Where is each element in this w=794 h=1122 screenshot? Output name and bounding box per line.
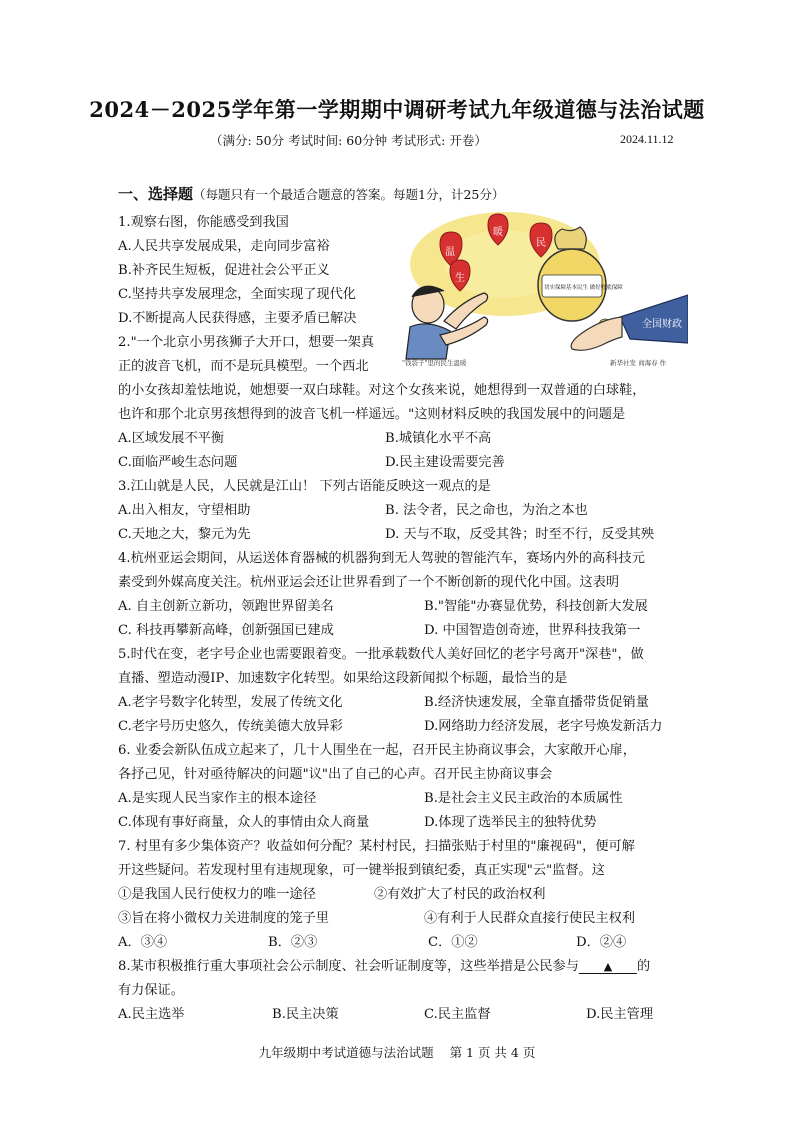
q1-option-a[interactable]: A.人民共享发展成果，走向同步富裕: [118, 239, 330, 254]
q8-stem-tail: 的: [636, 959, 651, 974]
q7-statement-2: ②有效扩大了村民的政治权利: [374, 887, 546, 902]
q6-stem-line: 各抒己见，针对亟待解决的问题"议"出了自己的心声。召开民主协商议事会: [118, 767, 553, 782]
q7-statement-1: ①是我国人民行使权力的唯一途径: [118, 887, 316, 902]
q2-stem-line: 的小女孩却羞怯地说，她想要一双白球鞋。对这个女孩来说，她想得到一双普通的白球鞋，: [118, 383, 646, 398]
q7-stem-line: 7. 村里有多少集体资产？收益如何分配？某村村民，扫描张贴于村里的"廉视码"，便可解: [118, 839, 635, 854]
q4-option-d[interactable]: D. 中国智造创奇迹，世界科技我第一: [424, 623, 641, 638]
q2-option-c[interactable]: C.面临严峻生态问题: [118, 455, 238, 470]
q5-option-b[interactable]: B.经济快速发展，全靠直播带货促销量: [424, 695, 649, 710]
q2-option-b[interactable]: B.城镇化水平不高: [385, 431, 492, 446]
q7-option-c[interactable]: C．①②: [428, 935, 478, 950]
bag-text: 切实保障基本民生 做好兜底保障: [544, 285, 623, 291]
q1-stem: 1.观察右图，你能感受到我国: [118, 215, 289, 230]
q4-option-a[interactable]: A. 自主创新立新功，领跑世界留美名: [118, 599, 334, 614]
q8-stem-text: 8.某市积极推行重大事项社会公示制度、社会听证制度等，这些举措是公民参与: [118, 959, 579, 974]
q6-option-b[interactable]: B.是社会主义民主政治的本质属性: [424, 791, 623, 806]
sleeve-text: 全国财政: [642, 319, 682, 330]
q3-stem: 3.江山就是人民，人民就是江山！ 下列古语能反映这一观点的是: [118, 479, 491, 494]
q8-option-a[interactable]: A.民主选举: [118, 1007, 185, 1022]
heart-text-2: 暖: [493, 227, 503, 238]
q3-option-b[interactable]: B. 法令者，民之命也，为治之本也: [385, 503, 588, 518]
q6-option-c[interactable]: C.体现有事好商量，众人的事情由众人商量: [118, 815, 370, 830]
q7-option-d[interactable]: D．②④: [576, 935, 627, 950]
q3-option-a[interactable]: A.出入相友，守望相助: [118, 503, 251, 518]
q5-stem-line: 直播、塑造动漫IP、加速数字化转型。如果给这段新闻拟个标题，最恰当的是: [118, 671, 568, 686]
q2-stem-line: 也许和那个北京男孩想得到的波音飞机一样遥远。"这则材料反映的我国发展中的问题是: [118, 407, 626, 422]
q2-option-a[interactable]: A.区域发展不平衡: [118, 431, 225, 446]
caption-left: "钱袋子"里的民生温暖: [402, 359, 467, 367]
footer-text: 九年级期中考试道德与法治试题: [258, 1045, 434, 1060]
q4-option-c[interactable]: C. 科技再攀新高峰，创新强国已建成: [118, 623, 334, 638]
q6-option-d[interactable]: D.体现了选举民主的独特优势: [424, 815, 597, 830]
heart-text-3: 民: [536, 238, 546, 249]
exam-date: 2024.11.12: [620, 132, 674, 146]
q5-option-d[interactable]: D.网络助力经济发展，老字号焕发新活力: [424, 719, 663, 734]
q7-option-a[interactable]: A．③④: [118, 935, 168, 950]
q8-answer-blank[interactable]: ▲: [579, 960, 637, 974]
cartoon-illustration: [400, 209, 688, 369]
q6-option-a[interactable]: A.是实现人民当家作主的根本途径: [118, 791, 317, 806]
q8-stem-line: [118, 955, 650, 974]
q7-option-b[interactable]: B．②③: [268, 935, 318, 950]
q5-option-a[interactable]: A.老字号数字化转型，发展了传统文化: [118, 695, 343, 710]
section-note: （每题只有一个最适合题意的答案。每题1分，计25分）: [193, 187, 505, 202]
q4-stem-line: 素受到外媒高度关注。杭州亚运会还让世界看到了一个不断创新的现代化中国。这表明: [118, 575, 620, 590]
q4-stem-line: 4.杭州亚运会期间，从运送体育器械的机器狗到无人驾驶的智能汽车，赛场内外的高科技元: [118, 551, 645, 566]
heart-text-1: 温: [445, 247, 455, 258]
q3-option-c[interactable]: C.天地之大，黎元为先: [118, 527, 251, 542]
q6-stem-line: 6. 业委会新队伍成立起来了，几十人围坐在一起，召开民主协商议事会，大家敞开心扉，: [118, 743, 636, 758]
q7-statement-4: ④有利于人民群众直接行使民主权利: [424, 911, 635, 926]
q5-option-c[interactable]: C.老字号历史悠久，传统美德大放异彩: [118, 719, 343, 734]
section-title: 一、选择题: [118, 185, 194, 203]
exam-title: 2024－2025学年第一学期期中调研考试九年级道德与法治试题: [89, 97, 705, 122]
q5-stem-line: 5.时代在变，老字号企业也需要跟着变。一批承载数代人美好回忆的老字号离开"深巷"，做: [118, 647, 644, 662]
q2-stem-line: 2."一个北京小男孩狮子大开口，想要一架真: [118, 335, 375, 350]
q2-option-d[interactable]: D.民主建设需要完善: [385, 455, 505, 470]
q1-option-d[interactable]: D.不断提高人民获得感，主要矛盾已解决: [118, 311, 357, 326]
exam-info: （满分: 50分 考试时间: 60分钟 考试形式: 开卷）: [210, 133, 487, 148]
caption-right: 新华社发 商海春 作: [610, 359, 667, 367]
q1-option-c[interactable]: C.坚持共享发展理念，全面实现了现代化: [118, 287, 356, 302]
q8-option-c[interactable]: C.民主监督: [424, 1007, 491, 1022]
section-heading: [118, 183, 504, 204]
q2-stem-line: 正的波音飞机，而不是玩具模型。一个西北: [118, 359, 369, 374]
q8-option-d[interactable]: D.民主管理: [586, 1007, 654, 1022]
q8-stem-line: 有力保证。: [118, 983, 184, 998]
heart-text-4: 生: [455, 273, 465, 284]
page-number: 第 1 页 共 4 页: [449, 1045, 536, 1060]
page-footer: [0, 1043, 794, 1061]
q7-stem-line: 开这些疑问。若发现村里有违规现象，可一键举报到镇纪委，真正实现"云"监督。这: [118, 863, 605, 878]
q7-statement-3: ③旨在将小微权力关进制度的笼子里: [118, 911, 329, 926]
q4-option-b[interactable]: B."智能"办赛显优势，科技创新大发展: [424, 599, 648, 614]
q8-option-b[interactable]: B.民主决策: [272, 1007, 339, 1022]
q3-option-d[interactable]: D. 天与不取，反受其咎；时至不行，反受其殃: [385, 527, 655, 542]
q1-option-b[interactable]: B.补齐民生短板，促进社会公平正义: [118, 263, 330, 278]
